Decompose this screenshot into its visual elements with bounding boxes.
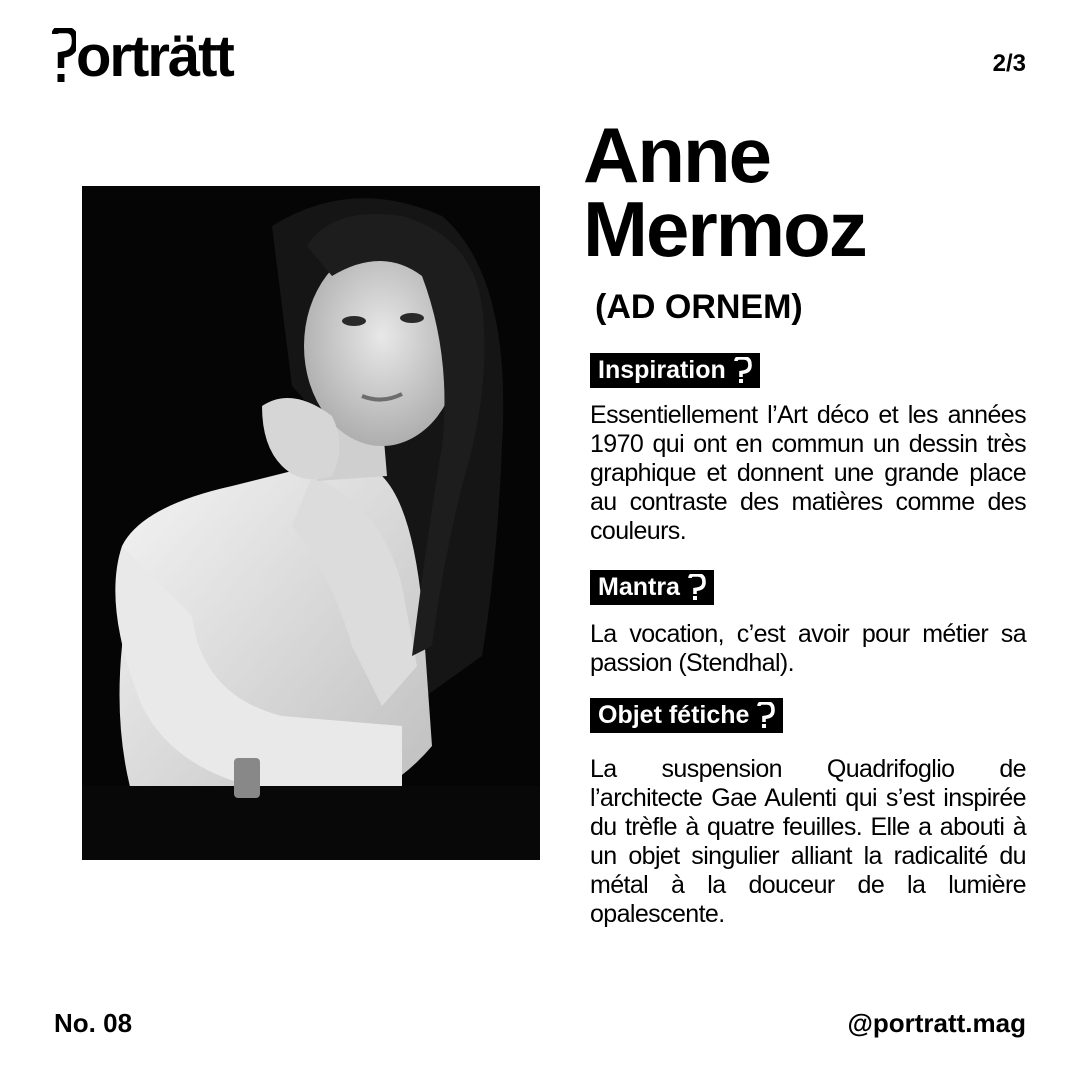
brand-name: (AD ORNEM) xyxy=(595,288,803,326)
person-name xyxy=(583,111,866,274)
first-name: Anne xyxy=(583,111,770,199)
portrait-photo xyxy=(82,186,540,860)
social-handle: @portratt.mag xyxy=(847,1008,1026,1038)
section-tag-label: Mantra xyxy=(598,573,680,601)
section-text-objet-fetiche: La suspension Quadrifoglio de l’architecte Gae Aulenti qui s’est inspirée du trèfle à quatre feuilles. Elle a abouti à un objet singulier alliant la radicalité du métal à la douceur de la lumière opalescente. xyxy=(590,755,1026,928)
portratt-logo xyxy=(52,24,233,90)
section-tag-label: Objet fétiche xyxy=(598,701,750,729)
question-mark-icon xyxy=(688,574,706,600)
last-name: Mermoz xyxy=(583,185,866,274)
section-tag-objet-fetiche xyxy=(590,698,783,733)
question-mark-p-icon xyxy=(52,28,74,90)
section-tag-label: Inspiration xyxy=(598,356,726,384)
issue-number: No. 08 xyxy=(54,1008,133,1038)
logo-text: orträtt xyxy=(76,24,233,89)
section-text-inspiration: Essentiellement l’Art déco et les années 1970 qui ont en commun un dessin très graphique et donnent une grande place au contraste des matières comme des couleurs. xyxy=(590,401,1026,545)
question-mark-icon xyxy=(734,357,752,383)
page-counter: 2/3 xyxy=(992,50,1026,77)
section-tag-inspiration xyxy=(590,353,760,388)
section-tag-mantra xyxy=(590,570,714,605)
question-mark-icon xyxy=(757,702,775,728)
section-text-mantra: La vocation, c’est avoir pour métier sa passion (Stendhal). xyxy=(590,620,1026,677)
